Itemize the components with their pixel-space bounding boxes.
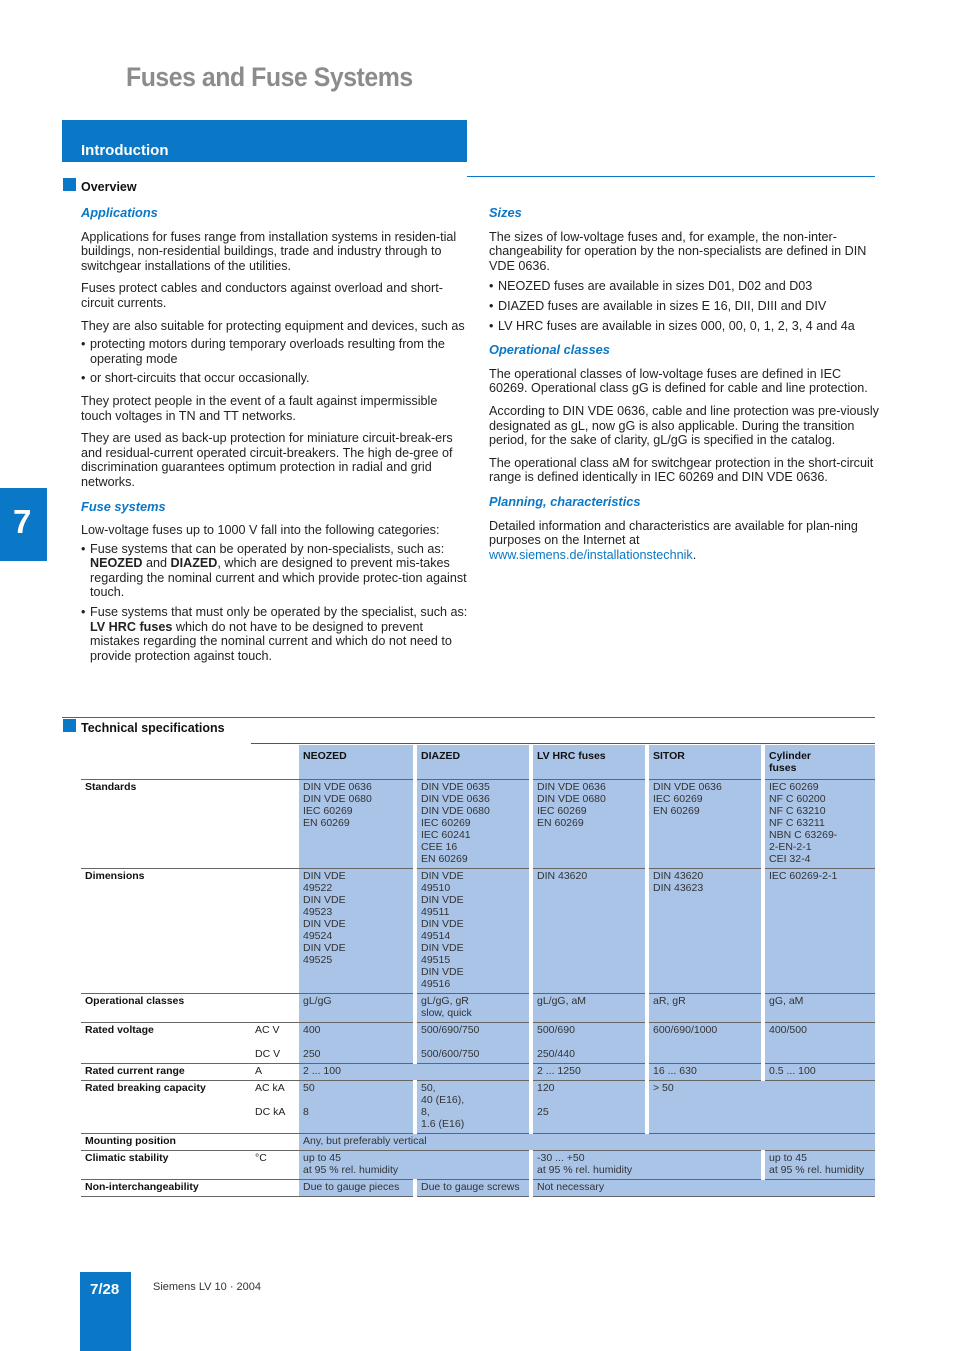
table-cell: IEC 60269 NF C 60200 NF C 63210 NF C 63211 NBN C 63269- 2-EN-2-1 CEI 32-4 bbox=[763, 780, 875, 869]
table-cell: aR, gR bbox=[647, 994, 763, 1023]
row-label: Rated breaking capacity bbox=[81, 1081, 251, 1134]
row-label: Standards bbox=[81, 780, 251, 869]
table-cell: DIN VDE 0636 IEC 60269 EN 60269 bbox=[647, 780, 763, 869]
table-cell: DIN 43620 DIN 43623 bbox=[647, 869, 763, 994]
table-cell: IEC 60269-2-1 bbox=[763, 869, 875, 994]
table-cell: Due to gauge pieces bbox=[299, 1180, 415, 1197]
list-item: • DIAZED fuses are available in sizes E 16, DII, DIII and DIV bbox=[489, 299, 879, 314]
paragraph: They are also suitable for protecting equipment and devices, such as bbox=[81, 318, 465, 333]
column-header: LV HRC fuses bbox=[531, 745, 647, 780]
table-row bbox=[81, 1180, 875, 1197]
table-cell: DIN VDE 49522 DIN VDE 49523 DIN VDE 49524 DIN VDE 49525 bbox=[299, 869, 415, 994]
table-cell: gL/gG, gR slow, quick bbox=[415, 994, 531, 1023]
applications-heading: Applications bbox=[81, 205, 158, 220]
paragraph: Applications for fuses range from installation systems in residen-tial buildings, non-residential buildings, trade and industry through to switchgear installations of the utilities. bbox=[81, 229, 457, 273]
table-cell: gL/gG, aM bbox=[531, 994, 647, 1023]
unit-cell: °C bbox=[251, 1151, 299, 1180]
left-column bbox=[81, 206, 471, 668]
table-row bbox=[81, 1023, 875, 1064]
table-cell: up to 45 at 95 % rel. humidity bbox=[299, 1151, 531, 1180]
list-item bbox=[81, 605, 471, 663]
paragraph: They protect people in the event of a fault against impermissible touch voltages in TN and TT networks. bbox=[81, 393, 438, 423]
empty-cell bbox=[81, 745, 251, 780]
row-label: Rated current range bbox=[81, 1064, 251, 1081]
table-cell: 50 8 bbox=[299, 1081, 415, 1134]
list-item-text: Fuse systems that must only be operated by the specialist, such as: bbox=[90, 605, 468, 620]
table-row bbox=[81, 780, 875, 869]
spec-table bbox=[81, 745, 875, 1197]
table-cell: DIN 43620 bbox=[531, 869, 647, 994]
operational-classes-heading: Operational classes bbox=[489, 342, 610, 358]
table-row bbox=[81, 869, 875, 994]
neozed-label: NEOZED bbox=[90, 556, 143, 571]
conjunction: and bbox=[142, 556, 171, 571]
divider bbox=[62, 717, 875, 718]
paragraph-text: Detailed information and characteristics are available for plan-ning purposes on the Internet at bbox=[489, 518, 858, 548]
table-cell: 50, 40 (E16), 8, 1.6 (E16) bbox=[415, 1081, 531, 1134]
list-item-text: , which are designed to prevent mis-takes regarding the nominal current and which provide protec-tion against touch. bbox=[90, 556, 467, 600]
tech-specs-heading: Technical specifications bbox=[81, 721, 225, 735]
table-cell: 16 ... 630 bbox=[647, 1064, 763, 1081]
column-header: Cylinder fuses bbox=[763, 745, 875, 780]
row-label: Operational classes bbox=[81, 994, 251, 1023]
diazed-label: DIAZED bbox=[170, 556, 218, 571]
paragraph: Fuses protect cables and conductors against overload and short-circuit currents. bbox=[81, 281, 443, 310]
table-cell: DIN VDE 0636 DIN VDE 0680 IEC 60269 EN 60269 bbox=[299, 780, 415, 869]
sizes-heading: Sizes bbox=[489, 205, 522, 220]
column-header: SITOR bbox=[647, 745, 763, 780]
table-cell: > 50 bbox=[647, 1081, 875, 1134]
row-label: Rated voltage bbox=[81, 1023, 251, 1064]
list-item-text: which do not have to be designed to prevent mistakes regarding the nominal current and which do not need to provide protection against touch. bbox=[90, 619, 452, 663]
list-item bbox=[81, 542, 471, 600]
table-cell: 500/690/750 500/600/750 bbox=[415, 1023, 531, 1064]
table-cell: DIN VDE 49510 DIN VDE 49511 DIN VDE 49514 DIN VDE 49515 DIN VDE 49516 bbox=[415, 869, 531, 994]
table-cell: 500/690 250/440 bbox=[531, 1023, 647, 1064]
unit-cell: A bbox=[251, 1064, 299, 1081]
page-title: Fuses and Fuse Systems bbox=[126, 62, 413, 92]
section-marker-icon bbox=[63, 719, 76, 732]
table-cell: 120 25 bbox=[531, 1081, 647, 1134]
list-item: • LV HRC fuses are available in sizes 000, 00, 0, 1, 2, 3, 4 and 4a bbox=[489, 319, 879, 334]
chapter-number: 7 bbox=[13, 503, 32, 540]
siemens-link[interactable]: www.siemens.de/installationstechnik bbox=[489, 547, 693, 562]
table-cell: 600/690/1000 bbox=[647, 1023, 763, 1064]
table-top-rule bbox=[251, 743, 875, 744]
table-row bbox=[81, 994, 875, 1023]
table-cell: 0.5 ... 100 bbox=[763, 1064, 875, 1081]
table-row bbox=[81, 1151, 875, 1180]
table-cell: gL/gG bbox=[299, 994, 415, 1023]
row-label: Non-interchangeability bbox=[81, 1180, 251, 1197]
table-cell: DIN VDE 0635 DIN VDE 0636 DIN VDE 0680 IEC 60269 IEC 60241 CEE 16 EN 60269 bbox=[415, 780, 531, 869]
unit-cell bbox=[251, 780, 299, 869]
row-label: Climatic stability bbox=[81, 1151, 251, 1180]
list-item-text: Fuse systems that can be operated by non-specialists, such as: bbox=[90, 541, 445, 556]
section-marker-icon bbox=[63, 178, 76, 191]
fuse-systems-heading: Fuse systems bbox=[81, 498, 166, 514]
table-cell: up to 45 at 95 % rel. humidity bbox=[763, 1151, 875, 1180]
table-cell: gG, aM bbox=[763, 994, 875, 1023]
unit-cell: AC kA DC kA bbox=[251, 1081, 299, 1134]
table-cell: 2 ... 1250 bbox=[531, 1064, 647, 1081]
table-cell: Due to gauge screws bbox=[415, 1180, 531, 1197]
divider bbox=[467, 176, 875, 177]
page-number: 7/28 bbox=[90, 1281, 120, 1298]
period: . bbox=[692, 547, 697, 562]
unit-cell bbox=[251, 994, 299, 1023]
table-cell: DIN VDE 0636 DIN VDE 0680 IEC 60269 EN 60269 bbox=[531, 780, 647, 869]
table-row bbox=[81, 1081, 875, 1134]
lv-hrc-label: LV HRC fuses bbox=[90, 619, 173, 634]
section-title: Introduction bbox=[81, 142, 169, 159]
paragraph: The operational class aM for switchgear protection in the short-circuit range is defined identically in IEC 60269 and DIN VDE 0636. bbox=[489, 455, 874, 485]
paragraph: They are used as back-up protection for miniature circuit-break-ers and residual-current operated circuit-breakers. The high de-gree of discrimination guarantees optimum protection in radial and grid networks. bbox=[81, 431, 453, 489]
table-cell: 400/500 bbox=[763, 1023, 875, 1064]
table-cell: 400 250 bbox=[299, 1023, 415, 1064]
table-cell: -30 ... +50 at 95 % rel. humidity bbox=[531, 1151, 763, 1180]
table-cell: Not necessary bbox=[531, 1180, 875, 1197]
list-item: • NEOZED fuses are available in sizes D01, D02 and D03 bbox=[489, 279, 879, 294]
paragraph: The operational classes of low-voltage fuses are defined in IEC 60269. Operational class gG is defined for cable and line protection. bbox=[489, 366, 868, 396]
column-header: DIAZED bbox=[415, 745, 531, 780]
table-cell: 2 ... 100 bbox=[299, 1064, 531, 1081]
paragraph: The sizes of low-voltage fuses and, for example, the non-inter-changeability for operation by the non-specialists are defined in DIN VDE 0636. bbox=[489, 229, 867, 273]
list-item: • or short-circuits that occur occasionally. bbox=[81, 371, 471, 386]
table-cell: Any, but preferably vertical bbox=[299, 1134, 875, 1151]
row-label: Dimensions bbox=[81, 869, 251, 994]
table-row bbox=[81, 1134, 875, 1151]
right-column bbox=[489, 206, 879, 570]
table-row bbox=[81, 1064, 875, 1081]
unit-cell bbox=[251, 1134, 299, 1151]
paragraph: According to DIN VDE 0636, cable and line protection was pre-viously designated as gL, now gG is also applicable. During the transition period, for the sake of clarity, gL/gG is specified in the catalog. bbox=[489, 403, 879, 448]
empty-cell bbox=[251, 745, 299, 780]
footer-text: Siemens LV 10 · 2004 bbox=[153, 1281, 262, 1293]
unit-cell bbox=[251, 869, 299, 994]
list-item: • protecting motors during temporary overloads resulting from the operating mode bbox=[81, 337, 471, 366]
unit-cell bbox=[251, 1180, 299, 1197]
planning-heading: Planning, characteristics bbox=[489, 493, 641, 509]
column-header: NEOZED bbox=[299, 745, 415, 780]
table-header-row bbox=[81, 745, 875, 780]
unit-cell: AC V DC V bbox=[251, 1023, 299, 1064]
paragraph bbox=[489, 519, 879, 563]
overview-heading: Overview bbox=[81, 180, 137, 194]
paragraph: Low-voltage fuses up to 1000 V fall into the following categories: bbox=[81, 523, 440, 538]
row-label: Mounting position bbox=[81, 1134, 251, 1151]
